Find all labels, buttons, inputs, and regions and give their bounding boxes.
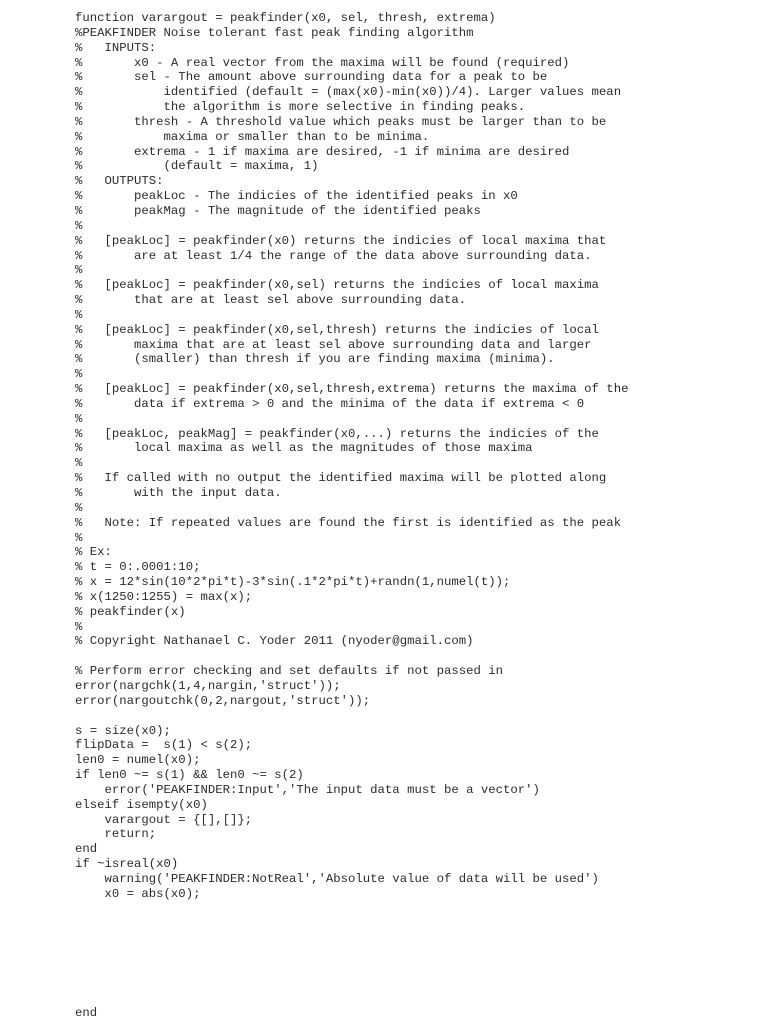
code-line xyxy=(75,709,628,724)
code-line: % are at least 1/4 the range of the data above surrounding data. xyxy=(75,248,592,263)
code-line: % xyxy=(75,263,83,278)
code-line: x0 = abs(x0); xyxy=(75,886,201,901)
code-line: flipData = s(1) < s(2); xyxy=(75,738,253,753)
code-line: % xyxy=(75,411,83,426)
code-line: % Perform error checking and set defaults if not passed in xyxy=(75,664,504,679)
code-line: % extrema - 1 if maxima are desired, -1 if minima are desired xyxy=(75,144,570,159)
code-line: % xyxy=(75,367,83,382)
code-line: if len0 ~= s(1) && len0 ~= s(2) xyxy=(75,768,304,783)
code-line: % maxima or smaller than to be minima. xyxy=(75,129,430,144)
code-line: % [peakLoc] = peakfinder(x0,sel,thresh,extrema) returns the maxima of the xyxy=(75,382,629,397)
code-line: % t = 0:.0001:10; xyxy=(75,560,201,575)
code-line: s = size(x0); xyxy=(75,723,171,738)
code-line: varargout = {[],[]}; xyxy=(75,812,253,827)
code-line: % thresh - A threshold value which peaks must be larger than to be xyxy=(75,114,607,129)
code-line: % x(1250:1255) = max(x); xyxy=(75,589,253,604)
code-line: % Copyright Nathanael C. Yoder 2011 (nyoder@gmail.com) xyxy=(75,634,474,649)
code-line: if ~isreal(x0) xyxy=(75,857,179,872)
code-line: % xyxy=(75,307,83,322)
code-line: error('PEAKFINDER:Input','The input data must be a vector') xyxy=(75,782,540,797)
code-line: % maxima that are at least sel above surrounding data and larger xyxy=(75,337,592,352)
code-line: error(nargoutchk(0,2,nargout,'struct')); xyxy=(75,693,371,708)
code-line: % (smaller) than thresh if you are finding maxima (minima). xyxy=(75,352,555,367)
code-block xyxy=(75,11,628,902)
code-line: % x0 - A real vector from the maxima will be found (required) xyxy=(75,55,570,70)
code-line: elseif isempty(x0) xyxy=(75,797,208,812)
code-line: % Ex: xyxy=(75,545,112,560)
code-line: % xyxy=(75,456,83,471)
code-line: % [peakLoc] = peakfinder(x0,sel) returns the indicies of local maxima xyxy=(75,278,599,293)
code-line: % sel - The amount above surrounding data for a peak to be xyxy=(75,70,548,85)
code-line: % local maxima as well as the magnitudes of those maxima xyxy=(75,441,533,456)
code-line: % xyxy=(75,619,83,634)
code-line: % peakLoc - The indicies of the identified peaks in x0 xyxy=(75,189,518,204)
code-line xyxy=(75,649,628,664)
code-line: % [peakLoc] = peakfinder(x0) returns the indicies of local maxima that xyxy=(75,233,607,248)
code-line: % xyxy=(75,218,83,233)
code-line: % [peakLoc, peakMag] = peakfinder(x0,...) returns the indicies of the xyxy=(75,426,599,441)
code-line: % [peakLoc] = peakfinder(x0,sel,thresh) returns the indicies of local xyxy=(75,322,599,337)
code-line: % that are at least sel above surrounding data. xyxy=(75,293,467,308)
code-line: % INPUTS: xyxy=(75,40,157,55)
code-line: % data if extrema > 0 and the minima of the data if extrema < 0 xyxy=(75,396,585,411)
code-line: % Note: If repeated values are found the first is identified as the peak xyxy=(75,515,622,530)
code-line: % peakMag - The magnitude of the identified peaks xyxy=(75,203,481,218)
code-line: % identified (default = (max(x0)-min(x0))/4). Larger values mean xyxy=(75,85,622,100)
code-line: end xyxy=(75,842,98,857)
code-line: warning('PEAKFINDER:NotReal','Absolute value of data will be used') xyxy=(75,871,599,886)
code-line: % (default = maxima, 1) xyxy=(75,159,319,174)
code-line-end: end xyxy=(75,1006,98,1020)
code-line: error(nargchk(1,4,nargin,'struct')); xyxy=(75,678,341,693)
code-line: % xyxy=(75,500,83,515)
code-line: function varargout = peakfinder(x0, sel, thresh, extrema) xyxy=(75,11,496,25)
code-line: % the algorithm is more selective in finding peaks. xyxy=(75,100,526,115)
code-line: % OUTPUTS: xyxy=(75,174,164,189)
code-line: % with the input data. xyxy=(75,486,282,500)
code-line: % peakfinder(x) xyxy=(75,604,186,619)
code-line: % x = 12*sin(10*2*pi*t)-3*sin(.1*2*pi*t)+randn(1,numel(t)); xyxy=(75,575,511,590)
code-line: %PEAKFINDER Noise tolerant fast peak finding algorithm xyxy=(75,25,474,40)
code-line: % xyxy=(75,530,83,545)
code-line: % If called with no output the identified maxima will be plotted along xyxy=(75,471,607,486)
code-line: return; xyxy=(75,827,157,842)
code-line: len0 = numel(x0); xyxy=(75,753,201,768)
